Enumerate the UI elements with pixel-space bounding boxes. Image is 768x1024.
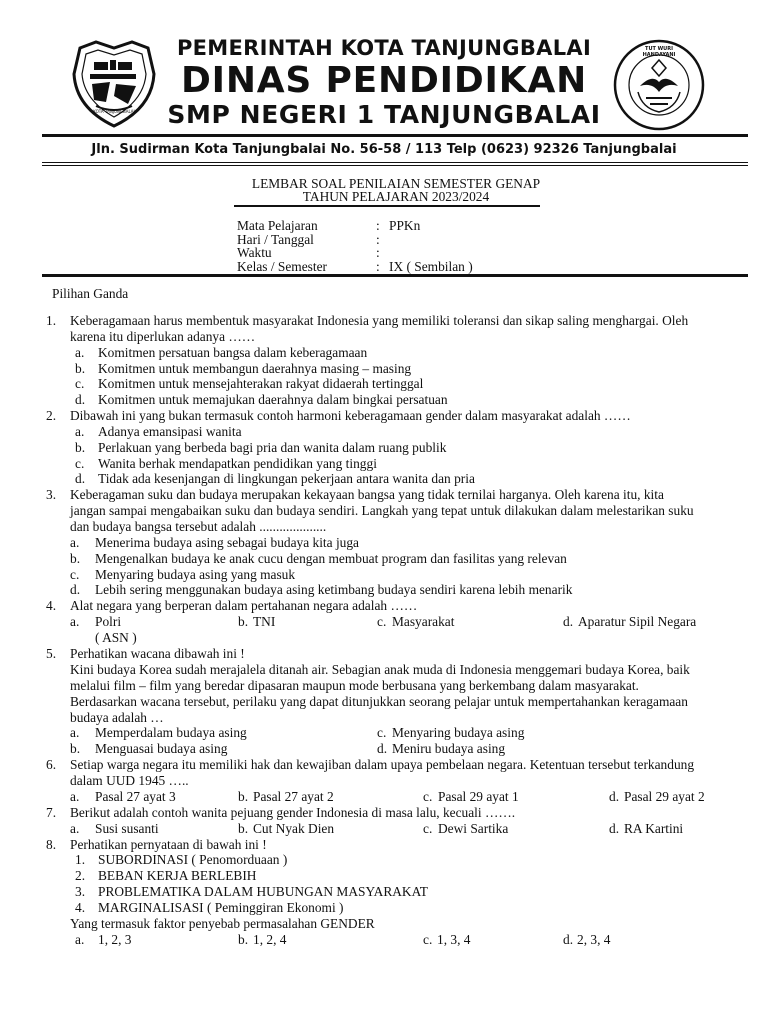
option-letter: b. [238, 821, 249, 836]
statement-text: SUBORDINASI ( Penomorduaan ) [98, 852, 288, 867]
question-text: Yang termasuk faktor penyebab permasalahan GENDER [70, 916, 375, 931]
option-letter: b. [75, 361, 86, 376]
option-letter: c. [423, 789, 433, 804]
option-letter: d. [75, 392, 86, 407]
address-line: Jln. Sudirman Kota Tanjungbalai No. 56-58 / 113 Telp (0623) 92326 Tanjungbalai [91, 142, 677, 157]
option-text: Dewi Sartika [438, 821, 509, 836]
option-text: Pasal 27 ayat 2 [253, 789, 334, 804]
option-text: 1, 2, 3 [98, 932, 132, 947]
statement-number: 4. [75, 900, 86, 915]
option-letter: a. [70, 535, 80, 550]
info-sep: : [376, 218, 380, 233]
option-letter: d. [75, 471, 86, 486]
option-text: 2, 3, 4 [577, 932, 611, 947]
option-text: Menyaring budaya asing [392, 725, 525, 740]
option-text: Tidak ada kesenjangan di lingkungan pekerjaan antara wanita dan pria [98, 471, 475, 486]
option-text: TNI [253, 614, 276, 629]
option-text-continuation: ( ASN ) [95, 630, 137, 645]
question-text: karena itu diperlukan adanya …… [70, 329, 256, 344]
option-text: 1, 2, 4 [253, 932, 287, 947]
question-text: Alat negara yang berperan dalam pertahanan negara adalah …… [70, 598, 418, 613]
header-rule-double [42, 162, 748, 163]
question-text: dan budaya bangsa tersebut adalah .................... [70, 519, 327, 534]
info-sep: : [376, 232, 380, 247]
info-label: Waktu [237, 245, 272, 260]
left-logo-text: KOTA TANJUNGBALAI [93, 109, 135, 114]
option-text: Komitmen persatuan bangsa dalam keberagamaan [98, 345, 368, 360]
question-number: 5. [46, 646, 57, 661]
option-letter: a. [70, 614, 80, 629]
question-text: dalam UUD 1945 ….. [70, 773, 189, 788]
option-text: Lebih sering menggunakan budaya asing ketimbang budaya sendiri karena lebih menarik [95, 582, 573, 597]
option-text: 1, 3, 4 [437, 932, 471, 947]
option-letter: c. [75, 376, 85, 391]
header-line1: PEMERINTAH KOTA TANJUNGBALAI [176, 36, 592, 60]
option-letter: b. [75, 440, 86, 455]
info-label: Kelas / Semester [237, 259, 327, 274]
option-text: Masyarakat [392, 614, 455, 629]
statement-text: BEBAN KERJA BERLEBIH [98, 868, 257, 883]
section-title: Pilihan Ganda [52, 286, 129, 301]
question-number: 8. [46, 837, 57, 852]
header-rule-double [42, 165, 748, 166]
option-text: Adanya emansipasi wanita [98, 424, 242, 439]
option-letter: b. [238, 932, 249, 947]
option-text: Perlakuan yang berbeda bagi pria dan wanita dalam ruang publik [98, 440, 447, 455]
statement-number: 2. [75, 868, 86, 883]
right-logo-text: TUT WURI HANDAYANI [642, 46, 676, 58]
option-letter: b. [238, 789, 249, 804]
option-text: Pasal 27 ayat 3 [95, 789, 176, 804]
header-line3: SMP NEGERI 1 TANJUNGBALAI [167, 100, 601, 129]
option-letter: d. [377, 741, 388, 756]
question-number: 2. [46, 408, 57, 423]
option-letter: d. [609, 821, 620, 836]
info-label: Mata Pelajaran [237, 218, 318, 233]
option-letter: d. [563, 614, 574, 629]
question-text: Kini budaya Korea sudah merajalela ditanah air. Sebagian anak muda di Indonesia menggemari budaya Korea, baik [70, 662, 690, 677]
option-letter: b. [70, 551, 81, 566]
info-label: Hari / Tanggal [237, 232, 314, 247]
option-text: Komitmen untuk memajukan daerahnya dalam bingkai persatuan [98, 392, 448, 407]
exam-title: LEMBAR SOAL PENILAIAN SEMESTER GENAP [251, 176, 541, 191]
option-text: Memperdalam budaya asing [95, 725, 247, 740]
option-letter: d. [563, 932, 574, 947]
option-text: Menguasai budaya asing [95, 741, 228, 756]
question-text: Setiap warga negara itu memiliki hak dan kewajiban dalam upaya pembelaan negara. Ketentuan tersebut terkandung [70, 757, 695, 772]
option-text: Pasal 29 ayat 2 [624, 789, 705, 804]
option-text: Aparatur Sipil Negara [578, 614, 697, 629]
option-text: Menerima budaya asing sebagai budaya kita juga [95, 535, 360, 550]
question-number: 7. [46, 805, 57, 820]
option-text: Komitmen untuk membangun daerahnya masing – masing [98, 361, 412, 376]
option-letter: a. [70, 821, 80, 836]
question-number: 6. [46, 757, 57, 772]
question-text: Keberagamaan harus membentuk masyarakat Indonesia yang memiliki toleransi dan sikap saling menghargai. Oleh [70, 313, 689, 328]
option-letter: c. [423, 821, 433, 836]
question-number: 4. [46, 598, 57, 613]
option-text: Komitmen untuk mensejahterakan rakyat didaerah tertinggal [98, 376, 424, 391]
option-letter: c. [377, 725, 387, 740]
question-text: budaya adalah … [70, 710, 164, 725]
option-letter: b. [70, 741, 81, 756]
question-text: Berdasarkan wacana tersebut, perilaku yang dapat ditunjukkan seorang pelajar untuk mempertahankan keragamaan [70, 694, 688, 709]
option-letter: d. [70, 582, 81, 597]
question-text: melalui film – film yang beredar dipasaran maupun mode berbusana yang berkembang dalam masyarakat. [70, 678, 639, 693]
option-letter: c. [75, 456, 85, 471]
option-letter: a. [70, 725, 80, 740]
info-value: IX ( Sembilan ) [389, 259, 473, 274]
question-text: jangan sampai mengabaikan suku dan budaya sendiri. Langkah yang tepat untuk dilakukan dalam melestarikan suku [70, 503, 694, 518]
exam-year: TAHUN PELAJARAN 2023/2024 [302, 189, 490, 204]
option-text: Polri [95, 614, 122, 629]
question-text: Keberagaman suku dan budaya merupakan kekayaan bangsa yang tidak ternilai harganya. Oleh karena itu, kita [70, 487, 664, 502]
statement-number: 3. [75, 884, 86, 899]
option-text: Meniru budaya asing [392, 741, 506, 756]
statement-number: 1. [75, 852, 86, 867]
info-rule [42, 274, 748, 277]
option-letter: a. [75, 345, 85, 360]
header-line2: DINAS PENDIDIKAN [180, 60, 588, 101]
info-sep: : [376, 259, 380, 274]
question-text: Dibawah ini yang bukan termasuk contoh harmoni keberagamaan gender dalam masyarakat adalah …… [70, 408, 631, 423]
option-letter: d. [609, 789, 620, 804]
option-text: RA Kartini [624, 821, 684, 836]
option-text: Mengenalkan budaya ke anak cucu dengan membuat program dan fasilitas yang relevan [95, 551, 567, 566]
option-text: Cut Nyak Dien [253, 821, 335, 836]
option-letter: b. [238, 614, 249, 629]
question-text: Berikut adalah contoh wanita pejuang gender Indonesia di masa lalu, kecuali ……. [70, 805, 516, 820]
question-number: 1. [46, 313, 57, 328]
option-letter: a. [75, 932, 85, 947]
option-text: Wanita berhak mendapatkan pendidikan yang tinggi [98, 456, 377, 471]
option-text: Menyaring budaya asing yang masuk [95, 567, 296, 582]
option-text: Pasal 29 ayat 1 [438, 789, 519, 804]
option-letter: a. [70, 789, 80, 804]
question-text: Perhatikan wacana dibawah ini ! [70, 646, 245, 661]
option-text: Susi susanti [95, 821, 159, 836]
option-letter: a. [75, 424, 85, 439]
header-rule-thick [42, 134, 748, 137]
option-letter: c. [423, 932, 433, 947]
title-underline [234, 205, 540, 207]
statement-text: MARGINALISASI ( Peminggiran Ekonomi ) [98, 900, 344, 915]
option-letter: c. [70, 567, 80, 582]
question-text: Perhatikan pernyataan di bawah ini ! [70, 837, 267, 852]
info-sep: : [376, 245, 380, 260]
info-value: PPKn [389, 218, 421, 233]
question-number: 3. [46, 487, 57, 502]
statement-text: PROBLEMATIKA DALAM HUBUNGAN MASYARAKAT [98, 884, 428, 899]
option-letter: c. [377, 614, 387, 629]
